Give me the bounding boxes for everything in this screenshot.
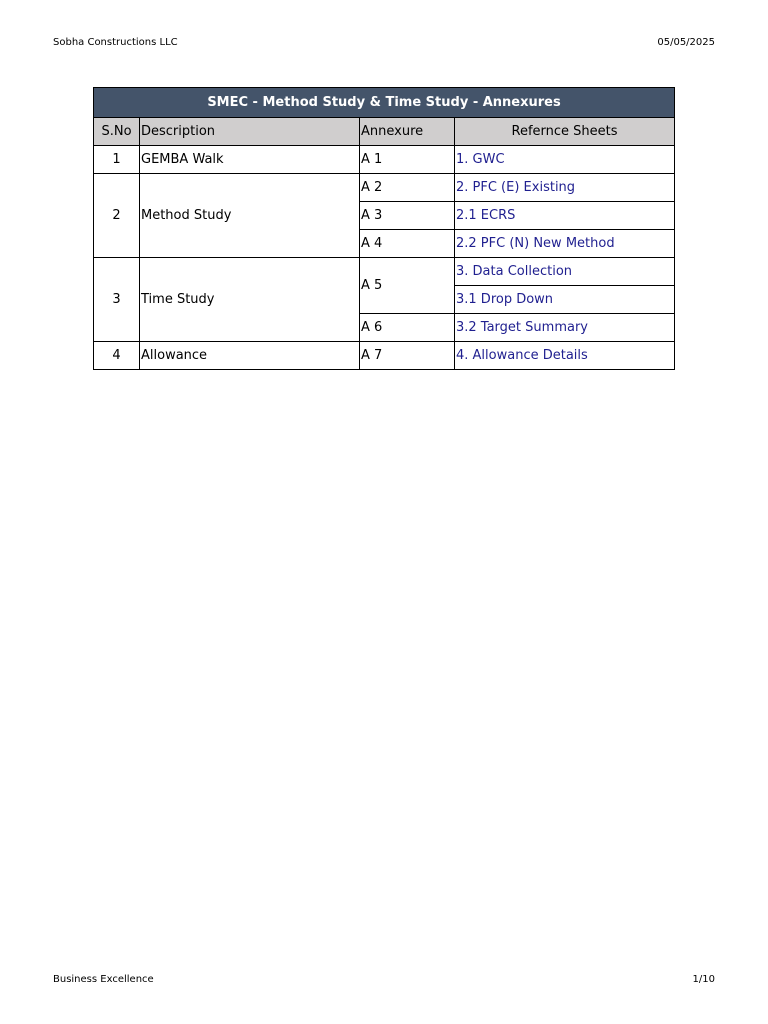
table-header-row	[94, 118, 675, 146]
description-cell: Time Study	[140, 258, 360, 342]
annexure-cell: A 5	[360, 258, 455, 314]
description-cell: GEMBA Walk	[140, 146, 360, 174]
reference-sheet-link[interactable]: 3. Data Collection	[455, 258, 675, 286]
table-row	[94, 342, 675, 370]
column-header-sno: S.No	[94, 118, 140, 146]
page-number: 1/10	[692, 974, 715, 985]
annexure-cell: A 3	[360, 202, 455, 230]
annexure-cell: A 2	[360, 174, 455, 202]
table-row	[94, 174, 675, 202]
annexure-cell: A 1	[360, 146, 455, 174]
reference-sheet-link[interactable]: 1. GWC	[455, 146, 675, 174]
column-header-annexure: Annexure	[360, 118, 455, 146]
reference-sheet-link[interactable]: 4. Allowance Details	[455, 342, 675, 370]
sno-cell: 4	[94, 342, 140, 370]
company-name: Sobha Constructions LLC	[53, 37, 178, 48]
column-header-reference-sheets: Refernce Sheets	[455, 118, 675, 146]
reference-sheet-link[interactable]: 2.1 ECRS	[455, 202, 675, 230]
annexure-cell: A 7	[360, 342, 455, 370]
description-cell: Allowance	[140, 342, 360, 370]
table-title-row	[94, 88, 675, 118]
annexure-table	[93, 87, 675, 370]
footer-department: Business Excellence	[53, 974, 154, 985]
sno-cell: 2	[94, 174, 140, 258]
header-date: 05/05/2025	[657, 37, 715, 48]
description-cell: Method Study	[140, 174, 360, 258]
sno-cell: 1	[94, 146, 140, 174]
sno-cell: 3	[94, 258, 140, 342]
reference-sheet-link[interactable]: 2. PFC (E) Existing	[455, 174, 675, 202]
reference-sheet-link[interactable]: 2.2 PFC (N) New Method	[455, 230, 675, 258]
page-header	[53, 37, 715, 49]
reference-sheet-link[interactable]: 3.2 Target Summary	[455, 314, 675, 342]
table-row	[94, 146, 675, 174]
annexure-cell: A 4	[360, 230, 455, 258]
reference-sheet-link[interactable]: 3.1 Drop Down	[455, 286, 675, 314]
page-footer	[53, 974, 715, 986]
annexure-cell: A 6	[360, 314, 455, 342]
column-header-description: Description	[140, 118, 360, 146]
table-row	[94, 258, 675, 286]
table-title: SMEC - Method Study & Time Study - Annexures	[94, 88, 675, 118]
